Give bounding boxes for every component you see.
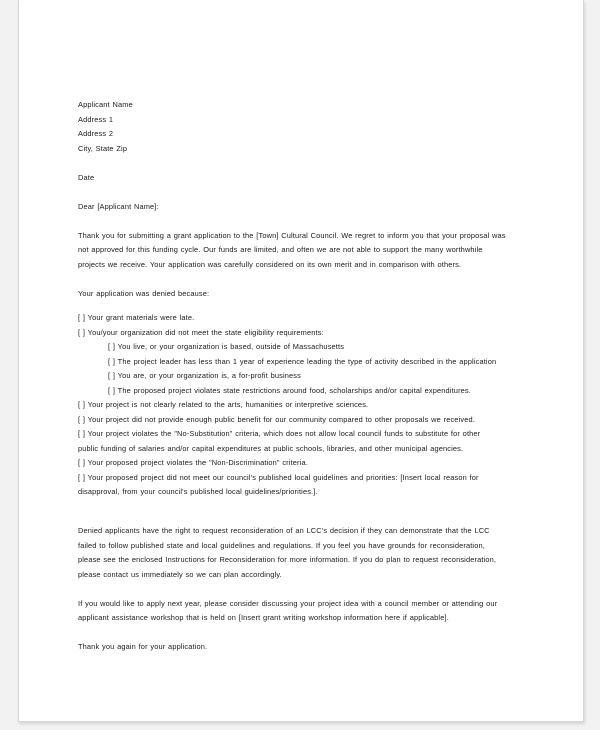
- sender-block: [78, 98, 558, 156]
- intro-paragraph: [78, 229, 558, 273]
- reconsideration-line: failed to follow published state and local guidelines and regulations. If you feel you have grounds for reconsideration,: [78, 540, 485, 550]
- reason-item: [ ] Your proposed project violates the "Non-Discrimination" criteria.: [78, 458, 308, 467]
- reason-item-continuation: disapproval, from your council's published local guidelines/priorities.].: [78, 487, 318, 496]
- reason-item: [ ] Your grant materials were late.: [78, 313, 195, 322]
- address-line-1: Address 1: [78, 114, 114, 124]
- reasons-list: [78, 311, 558, 500]
- next-year-line: applicant assistance workshop that is held on [Insert grant writing workshop information here if applicable].: [78, 613, 449, 622]
- reconsideration-line: please contact us immediately so we can plan accordingly.: [78, 569, 282, 579]
- address-line-2: Address 2: [78, 129, 114, 138]
- next-year-paragraph: [78, 597, 558, 626]
- reason-subitem: [ ] You live, or your organization is based, outside of Massachusetts: [108, 342, 345, 351]
- reason-item: [ ] Your project did not provide enough public benefit for our community compared to other proposals we received.: [78, 414, 475, 424]
- intro-line: projects we receive. Your application was carefully considered on its own merit and in comparison with others.: [78, 259, 462, 269]
- reason-item: [ ] Your proposed project did not meet our council's published local guidelines and priorities: [Insert local reason for: [78, 472, 479, 482]
- city-state-zip: City, State Zip: [78, 143, 128, 153]
- reconsideration-paragraph: [78, 524, 558, 582]
- reason-subitem: [ ] You are, or your organization is, a for-profit business: [108, 371, 301, 380]
- reason-item: [ ] You/your organization did not meet the state eligibility requirements:: [78, 327, 324, 337]
- reason-subitem: [ ] The proposed project violates state restrictions around food, scholarships and/or capital expenditures.: [108, 385, 471, 395]
- reconsideration-line: Denied applicants have the right to request reconsideration of an LCC's decision if they can demonstrate that the LCC: [78, 526, 490, 535]
- intro-line: Thank you for submitting a grant application to the [Town] Cultural Council. We regret to inform you that your proposal was: [78, 230, 506, 240]
- reason-subitem: [ ] The project leader has less than 1 year of experience leading the type of activity described in the application: [108, 356, 497, 366]
- applicant-name: Applicant Name: [78, 100, 133, 109]
- letter-body: [78, 98, 558, 655]
- reconsideration-line: please see the enclosed Instructions for Reconsideration for more information. If you do plan to request reconsideration,: [78, 555, 497, 564]
- reasons-heading: Your application was denied because:: [78, 288, 210, 298]
- intro-line: not approved for this funding cycle. Our funds are limited, and often we are not able to support the many worthwhile: [78, 245, 483, 254]
- reason-item-continuation: public funding of salaries and/or capital expenditures at public schools, libraries, and other municipal agencies.: [78, 443, 464, 453]
- reason-item: [ ] Your project is not clearly related to the arts, humanities or interpretive sciences.: [78, 400, 369, 409]
- next-year-line: If you would like to apply next year, please consider discussing your project idea with a council member or attending our: [78, 598, 498, 608]
- letter-date: Date: [78, 172, 95, 182]
- document-page: [18, 0, 584, 722]
- closing-line: Thank you again for your application.: [78, 642, 208, 651]
- reason-item: [ ] Your project violates the "No-Substitution" criteria, which does not allow local council funds to substitute for other: [78, 429, 481, 438]
- salutation: Dear [Applicant Name]:: [78, 201, 159, 211]
